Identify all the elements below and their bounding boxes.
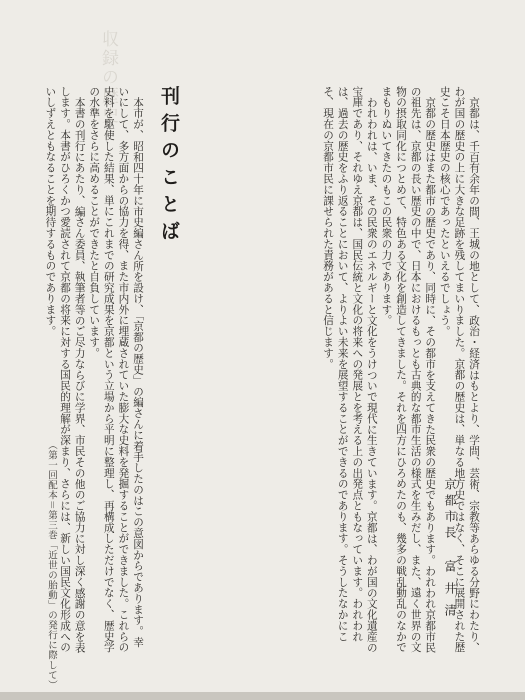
footnote: （第一回配本＝第三巻「近世の胎動」の発行に際して） xyxy=(46,440,57,691)
paragraph-4: 本市が、昭和四十年に市史編さん所を設け、「京都の歴史」の編さんに着手したのはこの意図からであります。幸いにして、多方面からの協力を得、また市内外に埋蔵されていた膨大な史料を発掘することができました。これらの史料を駆使した結果、単にこれまでの研究成果を京都という立場から平明に整理し、再構成しただけでなく、歴史学の水準をさらに高めることができたと自負しています。 xyxy=(88,86,144,653)
author-title: 京都市長 xyxy=(443,478,457,542)
preface-body-continued xyxy=(43,86,145,654)
author-name: 富井清 xyxy=(443,560,457,626)
paragraph-3: われわれは、いま、その民衆のエネルギーと文化をうけついで現代に生きています。京都は、わが国の文化遺産の宝庫であり、それゆえ京都は、国民伝統と文化の将来への発展とを考える上の出発点ともなっています。われわれは、過去の歴史をふり返ることにおいて、よりよい未来を展望することができるのであります。そうしたなかにこそ、現在の京都市民に課せられた責務があると信じます。 xyxy=(322,86,378,653)
page-edge xyxy=(0,692,525,700)
paragraph-2: 京都の歴史はまた都市の歴史であり、同時に、その都市を支えてきた民衆の歴史でもあります。われわれ京都市民の祖先は、京都の長い歴史の中で、日本におけるもっとも古典的な都市生活の様式を生みだし、また、遠く世界の文物の摂取同化につとめて、特色ある文化を創造してきました。それを四方にひろめたのも、幾多の戦乱動乱のなかでまもりぬいてきたのもこの民衆の力であります。 xyxy=(380,86,437,653)
paragraph-5: 本書の刊行にあたり、編さん委員、執筆者等のご尽力ならびに学界、市民その他のご協力に対し深く感謝の意を表します。本書がひろくかつ愛読されて京都の将来に対する国民的理解が深まり、さらには、新しい国民文化形成へのいしずえともなることを期待するものであります。 xyxy=(44,86,86,653)
page-title: 刊行のことば xyxy=(158,86,180,248)
author-signature xyxy=(442,478,459,626)
show-through-text: 収録の歴史 xyxy=(98,30,118,125)
paragraph-1: 京都は、千百有余年の間、王城の地として、政治・経済はもとより、学問、芸術、宗教等あらゆる分野にわたり、わが国の歴史の上に大きな足跡を残してまいりました。京都の歴史は、単なる地方史ではなく、そこに展開された歴史こそ日本歴史の核心であったといえるでしょう。 xyxy=(438,86,480,653)
